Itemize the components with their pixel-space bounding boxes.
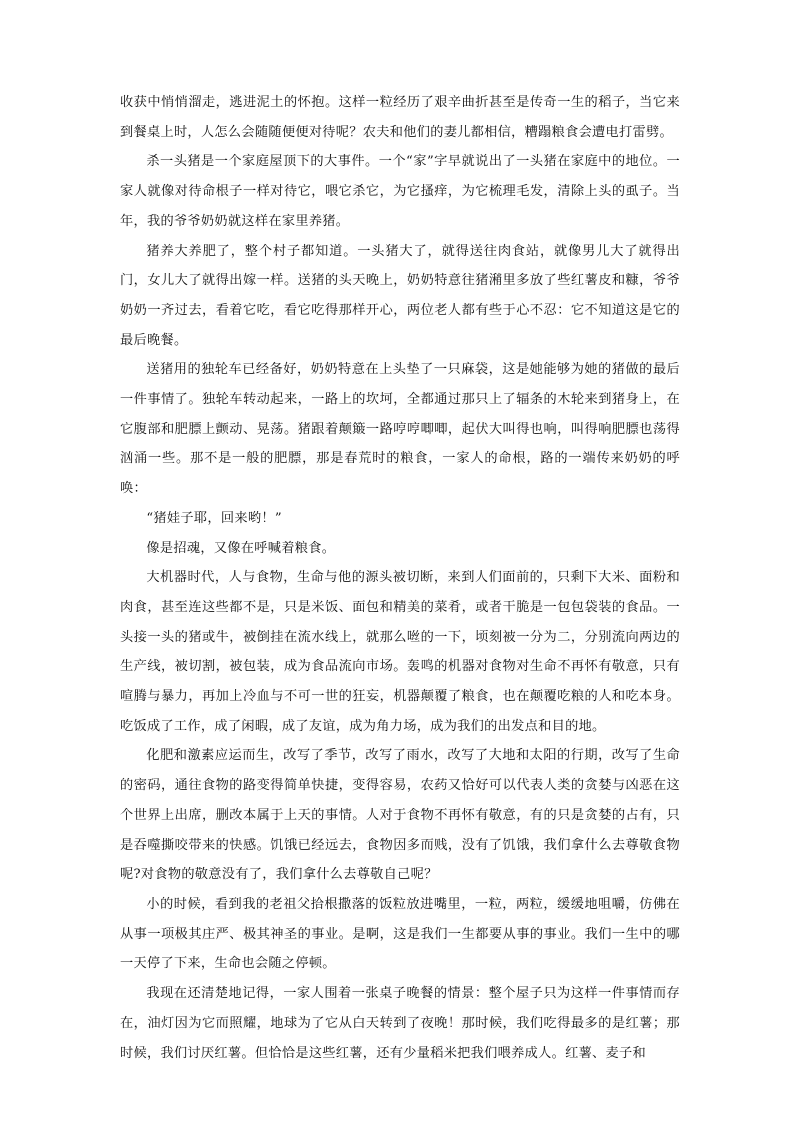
- paragraph: 小的时候，看到我的老祖父拾根撒落的饭粒放进嘴里，一粒，两粒，缓缓地咀嚼，仿佛在从事一项极其庄严、极其神圣的事业。是啊，这是我们一生都要从事的事业。我们一生中的哪一天停了下来，生命也会随之停顿。: [120, 896, 680, 972]
- paragraph: 收获中悄悄溜走，逃进泥土的怀抱。这样一粒经历了艰辛曲折甚至是传奇一生的稻子，当它来到餐桌上时，人怎么会随随便便对待呢？农夫和他们的妻儿都相信，糟蹋粮食会遭电打雷劈。: [120, 95, 680, 140]
- paragraph: 化肥和激素应运而生，改写了季节，改写了雨水，改写了大地和太阳的行期，改写了生命的密码，通往食物的路变得简单快捷，变得容易，农药又恰好可以代表人类的贪婪与凶恶在这个世界上出席，删改本属于上天的事情。人对于食物不再怀有敬意，有的只是贪婪的占有，只是吞噬撕咬带来的快感。饥饿已经远去，食物因多而贱，没有了饥饿，我们拿什么去尊敬食物呢?对食物的敬意没有了，我们拿什么去尊敬自己呢？: [120, 748, 680, 883]
- paragraph: 猪养大养肥了，整个村子都知道。一头猪大了，就得送往肉食站，就像男儿大了就得出门，女儿大了就得出嫁一样。送猪的头天晚上，奶奶特意往猪潲里多放了些红薯皮和糠，爷爷奶奶一齐过去，看着它吃，看它吃得那样开心，两位老人都有些于心不忍：它不知道这是它的最后晚餐。: [120, 243, 680, 348]
- paragraph: 送猪用的独轮车已经备好，奶奶特意在上头垫了一只麻袋，这是她能够为她的猪做的最后一件事情了。独轮车转动起来，一路上的坎坷，全都通过那只上了辐条的木轮来到猪身上，在它腹部和肥膘上颤动、晃荡。猪跟着颠簸一路哼哼唧唧，起伏大叫得也响，叫得响肥膘也荡得汹涌一些。那不是一般的肥膘，那是春荒时的粮食，一家人的命根，路的一端传来奶奶的呼唤：: [120, 362, 680, 497]
- quote-line: “猪娃子耶，回来哟！”: [146, 510, 282, 526]
- paragraph: 我现在还清楚地记得，一家人围着一张桌子晚餐的情景：整个屋子只为这样一件事情而存在，油灯因为它而照耀，地球为了它从白天转到了夜晚！那时候，我们吃得最多的是红薯；那时候，我们讨厌红薯。但恰恰是这些红薯，还有少量稻米把我们喂养成人。红薯、麦子和: [120, 986, 680, 1061]
- paragraph: 像是招魂，又像在呼喊着粮食。: [146, 540, 336, 556]
- paragraph: 杀一头猪是一个家庭屋顶下的大事件。一个“家”字早就说出了一头猪在家庭中的地位。一家人就像对待命根子一样对待它，喂它杀它，为它搔痒，为它梳理毛发，清除上头的虱子。当年，我的爷爷奶奶就这样在家里养猪。: [120, 154, 680, 229]
- paragraph: 大机器时代，人与食物，生命与他的源头被切断，来到人们面前的，只剩下大米、面粉和肉食，甚至连这些都不是，只是米饭、面包和精美的菜肴，或者干脆是一包包袋装的食品。一头接一头的猪或牛，被倒挂在流水线上，就那么咝的一下，顷刻被一分为二，分别流向两边的生产线，被切割，被包装，成为食品流向市场。轰鸣的机器对食物对生命不再怀有敬意，只有喧腾与暴力，再加上冷血与不可一世的狂妄，机器颠覆了粮食，也在颠覆吃粮的人和吃本身。吃饭成了工作，成了闲暇，成了友谊，成为角力场，成为我们的出发点和目的地。: [120, 570, 680, 734]
- article-body: [120, 88, 680, 1068]
